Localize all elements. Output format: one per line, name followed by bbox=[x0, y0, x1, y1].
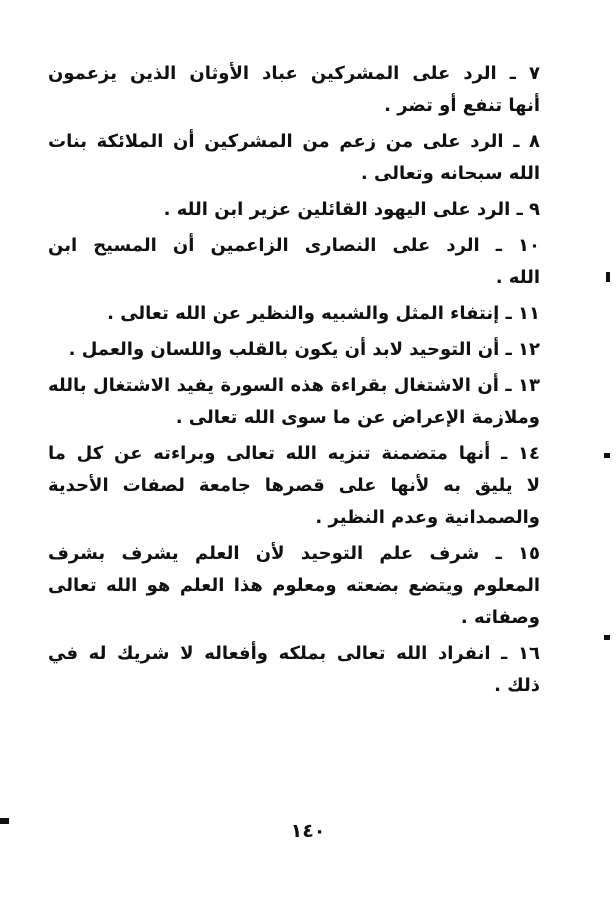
list-item bbox=[48, 298, 540, 330]
text-line: ١٠ ـ الرد على النصارى الزاعمين أن المسيح ابن bbox=[48, 235, 540, 256]
text-line: ذلك . bbox=[494, 675, 540, 696]
list-item bbox=[48, 370, 540, 434]
text-line: لا يليق به لأنها على قصرها جامعة لصفات الأحدية bbox=[48, 475, 540, 496]
page-number: ١٤٠ bbox=[290, 820, 326, 842]
scan-mark bbox=[604, 453, 610, 458]
list-item bbox=[48, 194, 540, 226]
text-line: ١٥ ـ شرف علم التوحيد لأن العلم يشرف بشرف bbox=[48, 543, 540, 564]
list-item bbox=[48, 58, 540, 122]
text-line: وصفاته . bbox=[460, 607, 540, 628]
list-item bbox=[48, 638, 540, 702]
numbered-list bbox=[48, 58, 540, 702]
list-item bbox=[48, 230, 540, 294]
scan-mark bbox=[604, 635, 610, 640]
text-line: الله . bbox=[495, 267, 540, 288]
list-item bbox=[48, 334, 540, 366]
text-line: المعلوم ويتضع بضعته ومعلوم هذا العلم هو الله تعالى bbox=[48, 575, 540, 596]
text-line: والصمدانية وعدم النظير . bbox=[315, 507, 540, 528]
scan-mark bbox=[0, 818, 9, 824]
text-line: ٨ ـ الرد على من زعم من المشركين أن الملائكة بنات bbox=[48, 131, 540, 152]
text-line: ٩ ـ الرد على اليهود القائلين عزير ابن الله . bbox=[163, 199, 540, 220]
text-line: ٧ ـ الرد على المشركين عباد الأوثان الذين يزعمون bbox=[48, 63, 540, 84]
text-line: ١٢ ـ أن التوحيد لابد أن يكون بالقلب واللسان والعمل . bbox=[68, 339, 540, 360]
text-line: وملازمة الإعراض عن ما سوى الله تعالى . bbox=[175, 407, 540, 428]
list-item bbox=[48, 126, 540, 190]
text-line: أنها تنفع أو تضر . bbox=[384, 95, 540, 116]
text-line: ١٣ ـ أن الاشتغال بقراءة هذه السورة يفيد الاشتغال بالله bbox=[48, 375, 540, 396]
text-line: ١٤ ـ أنها متضمنة تنزيه الله تعالى وبراءته عن كل ما bbox=[48, 443, 540, 464]
list-item bbox=[48, 438, 540, 534]
text-line: الله سبحانه وتعالى . bbox=[360, 163, 540, 184]
text-line: ١٦ ـ انفراد الله تعالى بملكه وأفعاله لا شريك له في bbox=[48, 643, 540, 664]
scan-mark bbox=[606, 272, 610, 282]
text-line: ١١ ـ إنتفاء المثل والشبيه والنظير عن الله تعالى . bbox=[107, 303, 540, 324]
list-item bbox=[48, 538, 540, 634]
